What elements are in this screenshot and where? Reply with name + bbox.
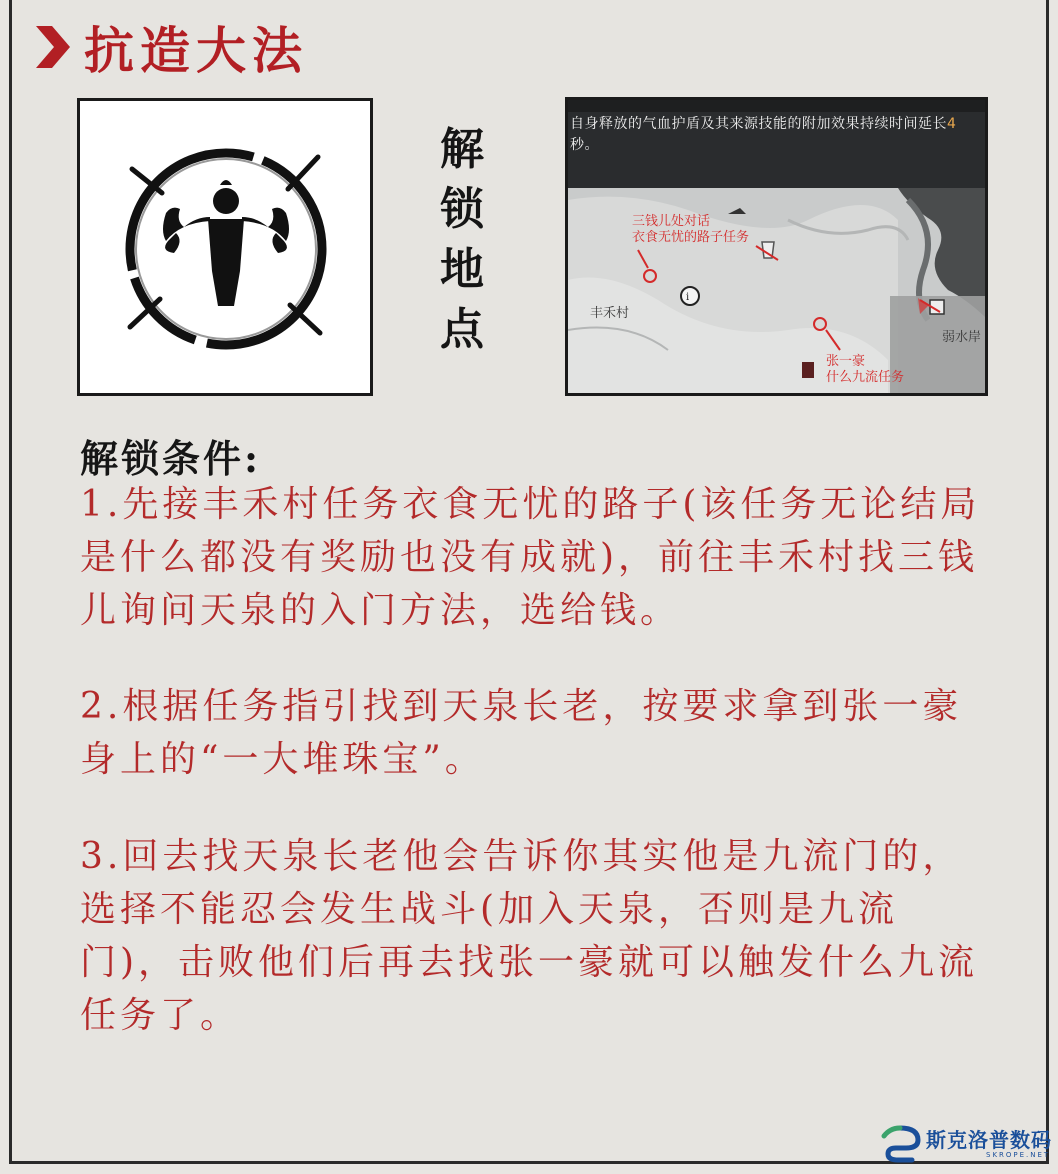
watermark-name: 斯克洛普数码 [926, 1127, 1052, 1152]
map-description-header [568, 100, 985, 112]
unlock-location-label [432, 120, 492, 360]
skill-description-tail: 秒。 [570, 137, 599, 153]
map-pin-icon [681, 287, 699, 305]
unlock-location-char: 解 [440, 124, 484, 175]
chevron-right-icon [30, 22, 74, 72]
svg-text:i: i [686, 292, 690, 303]
unlock-location-char: 锁 [440, 184, 484, 235]
skill-description-value: 4 [947, 116, 957, 132]
condition-item: 3.回去找天泉长老他会告诉你其实他是九流门的，选择不能忍会发生战斗(加入天泉，否则是九流门)，击败他们后再去找张一豪就可以触发什么九流任务了。 [80, 836, 979, 1036]
skill-description [570, 114, 980, 156]
watermark-sub: SKROPE.NET [986, 1150, 1051, 1159]
condition-item: 2.根据任务指引找到天泉长老，按要求拿到张一豪身上的“一大堆珠宝”。 [80, 686, 963, 780]
skill-icon-frame [77, 98, 373, 396]
map-label-fenghe: 丰禾村 [590, 306, 630, 321]
conditions-title: 解锁条件: [80, 436, 262, 481]
title-row [30, 12, 308, 82]
map-label-zhang-line2: 什么九流任务 [826, 370, 905, 385]
skill-description-text: 自身释放的气血护盾及其来源技能的附加效果持续时间延长 [570, 116, 947, 132]
location-map [565, 97, 988, 396]
page-title: 抗造大法 [84, 21, 308, 80]
condition-item: 1.先接丰禾村任务衣食无忧的路子(该任务无论结局是什么都没有奖励也没有成就)，前往丰禾村找三钱儿询问天泉的入门方法，选给钱。 [80, 484, 981, 631]
unlock-location-char: 点 [440, 304, 484, 355]
map-label-sanqian-line1: 三钱儿处对话 [632, 214, 711, 229]
flexing-figure-icon [80, 101, 370, 393]
watermark [878, 1124, 1052, 1164]
watermark-logo-icon [878, 1124, 922, 1164]
map-label-sanqian-line2: 衣食无忧的路子任务 [632, 230, 750, 245]
map-label-ruoshui: 弱水岸 [942, 330, 982, 345]
unlock-location-char: 地 [440, 244, 484, 295]
map-label-zhang-line1: 张一豪 [826, 354, 866, 369]
